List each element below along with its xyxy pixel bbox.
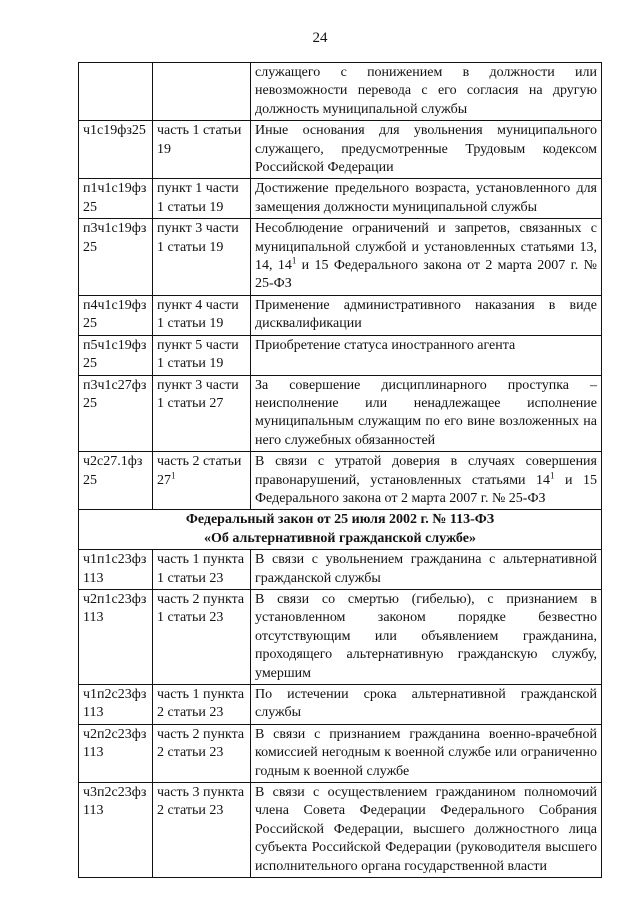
row-description: В связи с осуществлением гражданином полномочий члена Совета Федерации Федерального Собрания Российской Федерации, высшего должностного лица субъекта Российской Федерации (руководителя высшего исполнительного органа государственной власти [251, 783, 602, 878]
row-reference [153, 452, 251, 510]
row-code: ч3п2с23фз 113 [79, 783, 153, 878]
row-reference: часть 1 статьи 19 [153, 121, 251, 179]
row-description: Достижение предельного возраста, установленного для замещения должности муниципальной службы [251, 179, 602, 219]
row-description: За совершение дисциплинарного проступка – неисполнение или ненадлежащее исполнение муниципальным служащим по его вине возложенных на него служебных обязанностей [251, 375, 602, 452]
table-row [79, 550, 602, 590]
description-text: В связи с утратой доверия в случаях совершения правонарушений, установленных статьями 14 [255, 454, 597, 488]
row-code: ч2п2с23фз 113 [79, 724, 153, 782]
superscript: 1 [171, 469, 176, 480]
table-row [79, 685, 602, 725]
table-row [79, 589, 602, 684]
row-description: Иные основания для увольнения муниципального служащего, предусмотренные Трудовым кодексом Российской Федерации [251, 121, 602, 179]
row-code: ч1п2с23фз 113 [79, 685, 153, 725]
table-row [79, 295, 602, 335]
row-code: ч2п1с23фз 113 [79, 589, 153, 684]
row-reference: часть 1 пункта 2 статьи 23 [153, 685, 251, 725]
row-description: В связи с признанием гражданина военно-врачебной комиссией негодным к военной службе или ограниченно годным к военной службе [251, 724, 602, 782]
row-code: п5ч1с19фз 25 [79, 335, 153, 375]
reference-text: часть 2 статьи 27 [157, 454, 242, 488]
table-row [79, 452, 602, 510]
row-reference: пункт 4 части 1 статьи 19 [153, 295, 251, 335]
row-description [251, 452, 602, 510]
row-reference: часть 2 пункта 1 статьи 23 [153, 589, 251, 684]
row-description: Приобретение статуса иностранного агента [251, 335, 602, 375]
section-header [79, 510, 602, 550]
row-code: ч2с27.1фз 25 [79, 452, 153, 510]
row-description: По истечении срока альтернативной гражданской службы [251, 685, 602, 725]
row-reference: часть 1 пункта 1 статьи 23 [153, 550, 251, 590]
row-code: п3ч1с19фз 25 [79, 219, 153, 296]
row-reference: пункт 1 части 1 статьи 19 [153, 179, 251, 219]
superscript: 1 [550, 469, 555, 480]
row-code: п4ч1с19фз 25 [79, 295, 153, 335]
row-code: п3ч1с27фз 25 [79, 375, 153, 452]
section-title-line2: «Об альтернативной гражданской службе» [204, 530, 476, 546]
section-header-row [79, 510, 602, 550]
description-text: Несоблюдение ограничений и запретов, связанных с муниципальной службой и установленных статьями 13, 14, 14 [255, 221, 597, 274]
row-code: ч1п1с23фз 113 [79, 550, 153, 590]
row-reference: часть 3 пункта 2 статьи 23 [153, 783, 251, 878]
row-description [251, 219, 602, 296]
row-reference: пункт 3 части 1 статьи 27 [153, 375, 251, 452]
row-description: В связи с увольнением гражданина с альтернативной гражданской службы [251, 550, 602, 590]
row-description: служащего с понижением в должности или невозможности перевода с его согласия на другую должность муниципальной службы [251, 63, 602, 121]
row-reference: пункт 3 части 1 статьи 19 [153, 219, 251, 296]
table-row [79, 63, 602, 121]
table-row [79, 219, 602, 296]
row-reference: часть 2 пункта 2 статьи 23 [153, 724, 251, 782]
row-code: п1ч1с19фз 25 [79, 179, 153, 219]
description-text: и 15 Федерального закона от 2 марта 2007 г. № 25-ФЗ [255, 472, 597, 506]
row-description: В связи со смертью (гибелью), с признанием в установленном законом порядке безвестно отсутствующим или объявлением гражданина, проходящего альтернативную гражданскую службу, умершим [251, 589, 602, 684]
row-code [79, 63, 153, 121]
section-title-line1: Федеральный закон от 25 июля 2002 г. № 113-ФЗ [185, 512, 495, 528]
table-row [79, 375, 602, 452]
table-row [79, 335, 602, 375]
table-row [79, 179, 602, 219]
table-row [79, 783, 602, 878]
superscript: 1 [291, 255, 297, 266]
table-row [79, 724, 602, 782]
row-reference [153, 63, 251, 121]
classification-table [78, 62, 602, 878]
row-description: Применение административного наказания в виде дисквалификации [251, 295, 602, 335]
row-reference: пункт 5 части 1 статьи 19 [153, 335, 251, 375]
row-code: ч1с19фз25 [79, 121, 153, 179]
page-number: 24 [312, 30, 328, 46]
description-text: и 15 Федерального закона от 2 марта 2007 г. № 25-ФЗ [255, 258, 597, 292]
table-row [79, 121, 602, 179]
